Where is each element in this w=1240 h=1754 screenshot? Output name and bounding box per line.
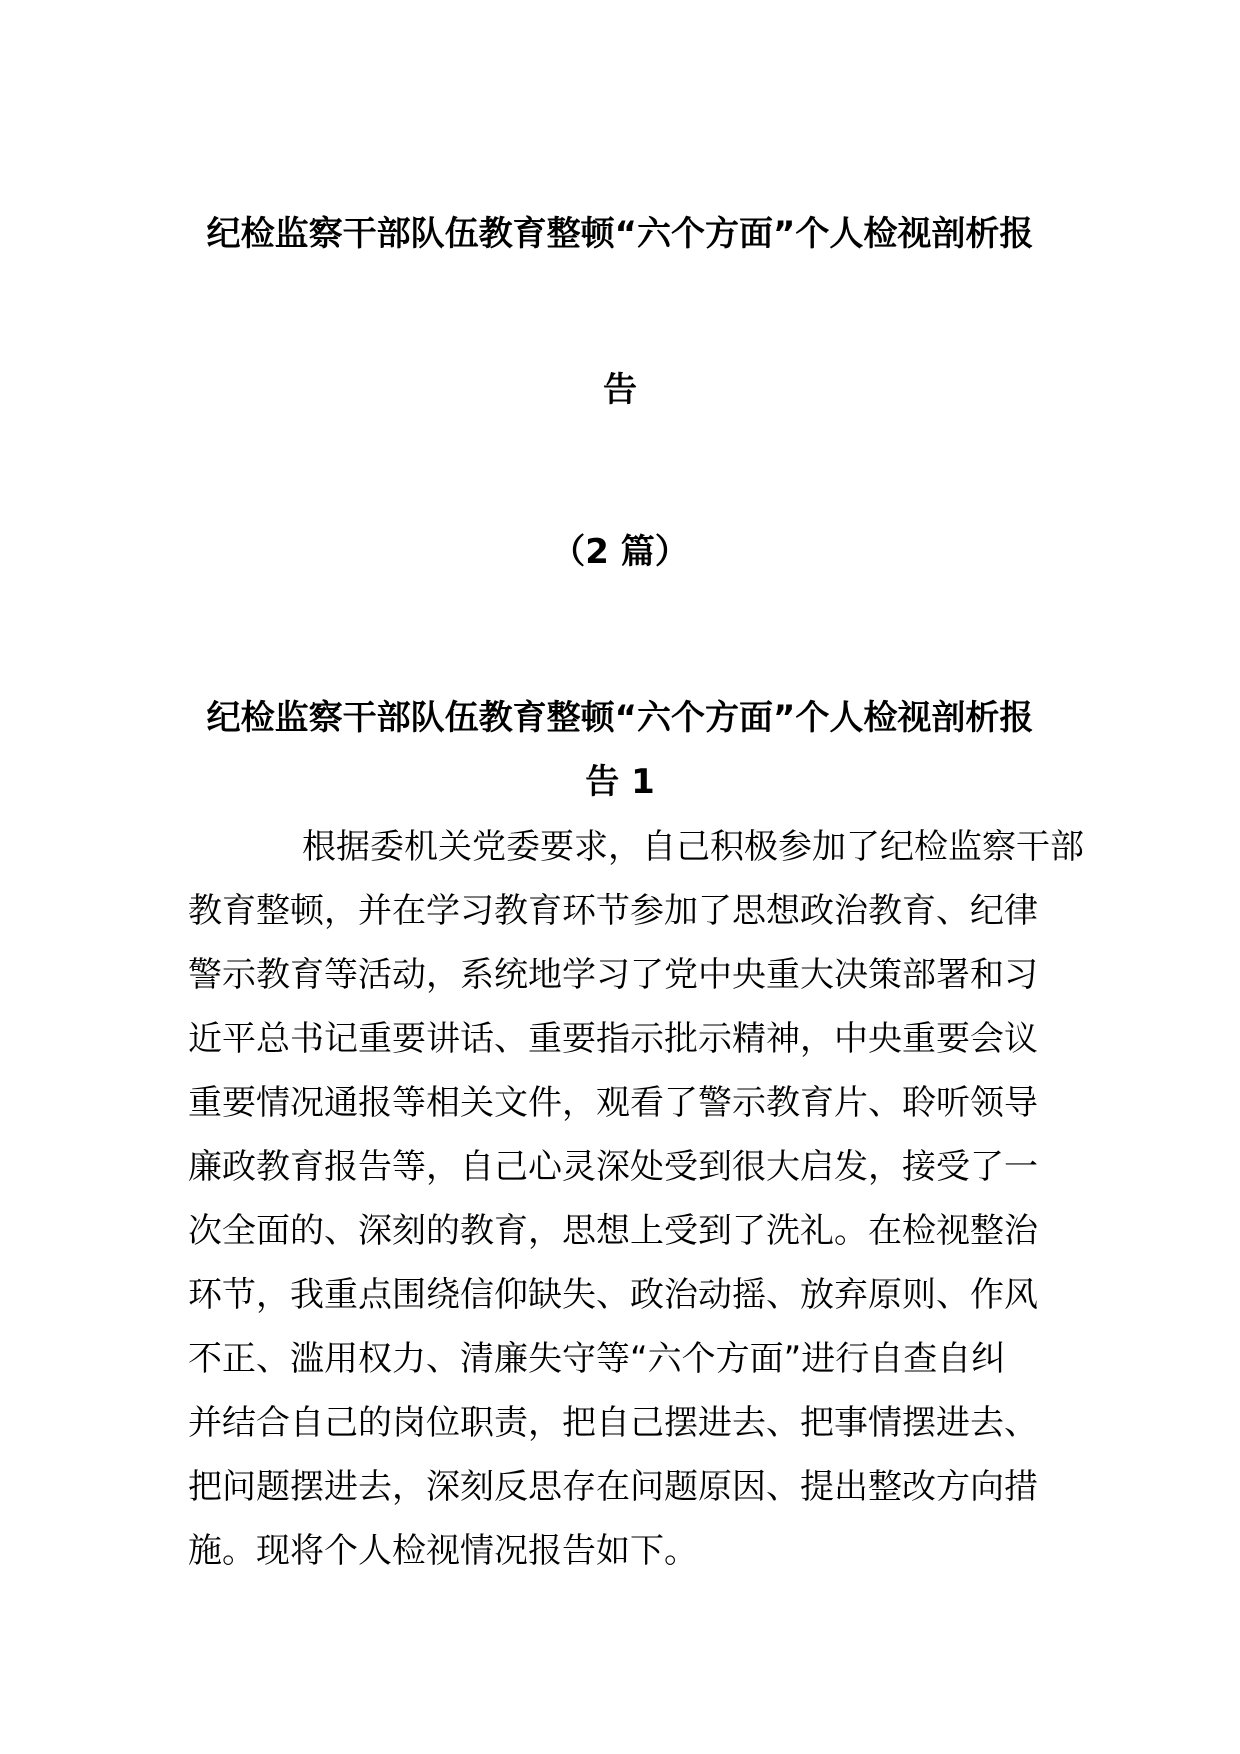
section-title-line-2: 告 1: [585, 762, 655, 802]
paragraph-line: 施。现将个人检视情况报告如下。: [188, 1531, 698, 1571]
paragraph-line: 把问题摆进去，深刻反思存在问题原因、提出整改方向措: [188, 1467, 1038, 1507]
paragraph-line: 近平总书记重要讲话、重要指示批示精神，中央重要会议: [188, 1019, 1038, 1059]
paragraph-line: 环节，我重点围绕信仰缺失、政治动摇、放弃原则、作风: [188, 1275, 1038, 1315]
paragraph-line: 根据委机关党委要求，自己积极参加了纪检监察干部: [302, 827, 1084, 867]
document-subtitle-count: （2 篇）: [551, 532, 689, 572]
paragraph-line: 并结合自己的岗位职责，把自己摆进去、把事情摆进去、: [188, 1403, 1038, 1443]
section-title-line-1: 纪检监察干部队伍教育整顿“六个方面”个人检视剖析报: [206, 698, 1034, 738]
paragraph-line: 次全面的、深刻的教育，思想上受到了洗礼。在检视整治: [188, 1211, 1038, 1251]
body-paragraph: [188, 815, 1084, 1583]
document-title-line-2: 告: [603, 370, 637, 410]
section-title: [150, 686, 1090, 814]
paragraph-line: 警示教育等活动，系统地学习了党中央重大决策部署和习: [188, 955, 1038, 995]
paragraph-line: 廉政教育报告等，自己心灵深处受到很大启发，接受了一: [188, 1147, 1038, 1187]
paragraph-line: 不正、滥用权力、清廉失守等“六个方面”进行自查自纠: [188, 1339, 1006, 1379]
paragraph-line: 教育整顿，并在学习教育环节参加了思想政治教育、纪律: [188, 891, 1038, 931]
document-title-line-1: 纪检监察干部队伍教育整顿“六个方面”个人检视剖析报: [206, 214, 1034, 254]
paragraph-line: 重要情况通报等相关文件，观看了警示教育片、聆听领导: [188, 1083, 1038, 1123]
